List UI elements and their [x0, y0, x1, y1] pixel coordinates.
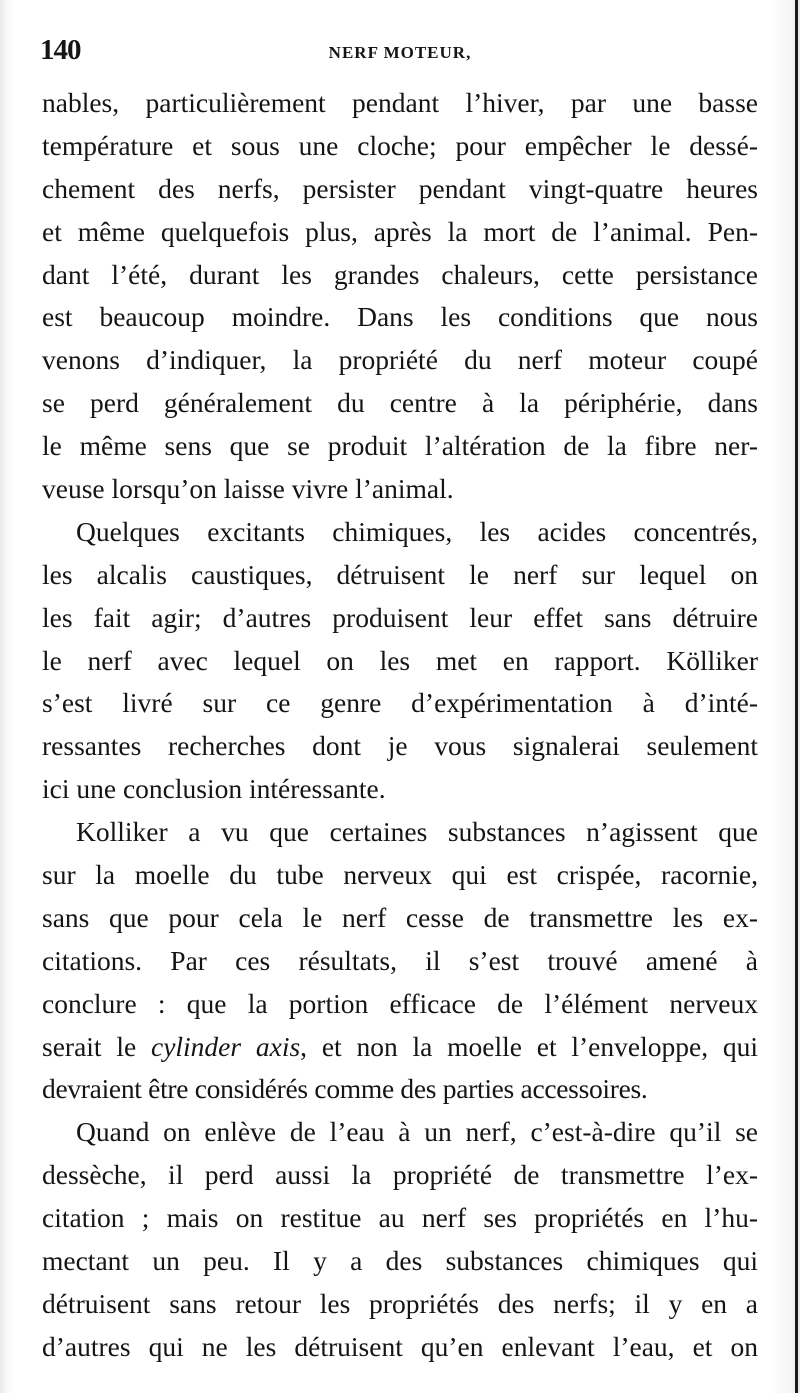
page-number: 140 [40, 34, 81, 66]
text-line: citations. Par ces résultats, il s’est trouvé amené à [42, 944, 758, 976]
text-line: ressantes recherches dont je vous signalerai seulement [42, 730, 758, 762]
text-line: dessèche, il perd aussi la propriété de transmettre l’ex- [42, 1159, 758, 1191]
text-line: dant l’été, durant les grandes chaleurs, cette persistance [42, 258, 758, 290]
running-title: NERF MOTEUR, [328, 43, 472, 62]
text-line: se perd généralement du centre à la périphérie, dans [42, 387, 758, 419]
text-line: devraient être considérés comme des parties accessoires. [42, 1073, 648, 1105]
text-line: d’autres qui ne les détruisent qu’en enlevant l’eau, et on [42, 1330, 758, 1362]
text-line: citation ; mais on restitue au nerf ses propriétés en l’hu- [42, 1202, 758, 1234]
text-segment: , et non la moelle et l’enveloppe, qui [300, 1030, 758, 1062]
text-line: sur la moelle du tube nerveux qui est crispée, racornie, [42, 859, 758, 891]
text-segment: serait le [42, 1030, 151, 1062]
text-line [42, 1026, 758, 1069]
paragraph-first-line: Quelques excitants chimiques, les acides concentrés, [76, 515, 758, 547]
text-line: veuse lorsqu’on laisse vivre l’animal. [42, 473, 454, 505]
page-header [40, 32, 760, 72]
body-text [42, 82, 758, 1369]
text-line: sans que pour cela le nerf cesse de transmettre les ex- [42, 901, 758, 933]
text-line: et même quelquefois plus, après la mort de l’animal. Pen- [42, 215, 758, 247]
page-edge-shadow [795, 0, 798, 1393]
text-line: le nerf avec lequel on les met en rapport. Kölliker [42, 644, 758, 676]
text-line: détruisent sans retour les propriétés des nerfs; il y en a [42, 1287, 758, 1319]
paragraph-first-line: Kolliker a vu que certaines substances n’agissent que [76, 816, 758, 848]
text-line: chement des nerfs, persister pendant vingt-quatre heures [42, 172, 758, 204]
text-line: nables, particulièrement pendant l’hiver, par une basse [42, 87, 758, 118]
text-line: les alcalis caustiques, détruisent le nerf sur lequel on [42, 558, 758, 590]
paragraph-first-line: Quand on enlève de l’eau à un nerf, c’est-à-dire qu’il se [76, 1116, 758, 1148]
text-line: conclure : que la portion efficace de l’élément nerveux [42, 987, 758, 1019]
text-line: ici une conclusion intéressante. [42, 773, 386, 805]
text-line: le même sens que se produit l’altération de la fibre ner- [42, 430, 758, 462]
text-line: température et sous une cloche; pour empêcher le dessé- [42, 129, 758, 161]
text-line: s’est livré sur ce genre d’expérimentation à d’inté- [42, 687, 758, 719]
text-line: mectant un peu. Il y a des substances chimiques qui [42, 1245, 758, 1277]
text-line: venons d’indiquer, la propriété du nerf moteur coupé [42, 344, 758, 376]
text-line: les fait agir; d’autres produisent leur effet sans détruire [42, 601, 758, 633]
text-line: est beaucoup moindre. Dans les conditions que nous [42, 301, 758, 333]
italic-term: cylinder axis [150, 1030, 301, 1062]
